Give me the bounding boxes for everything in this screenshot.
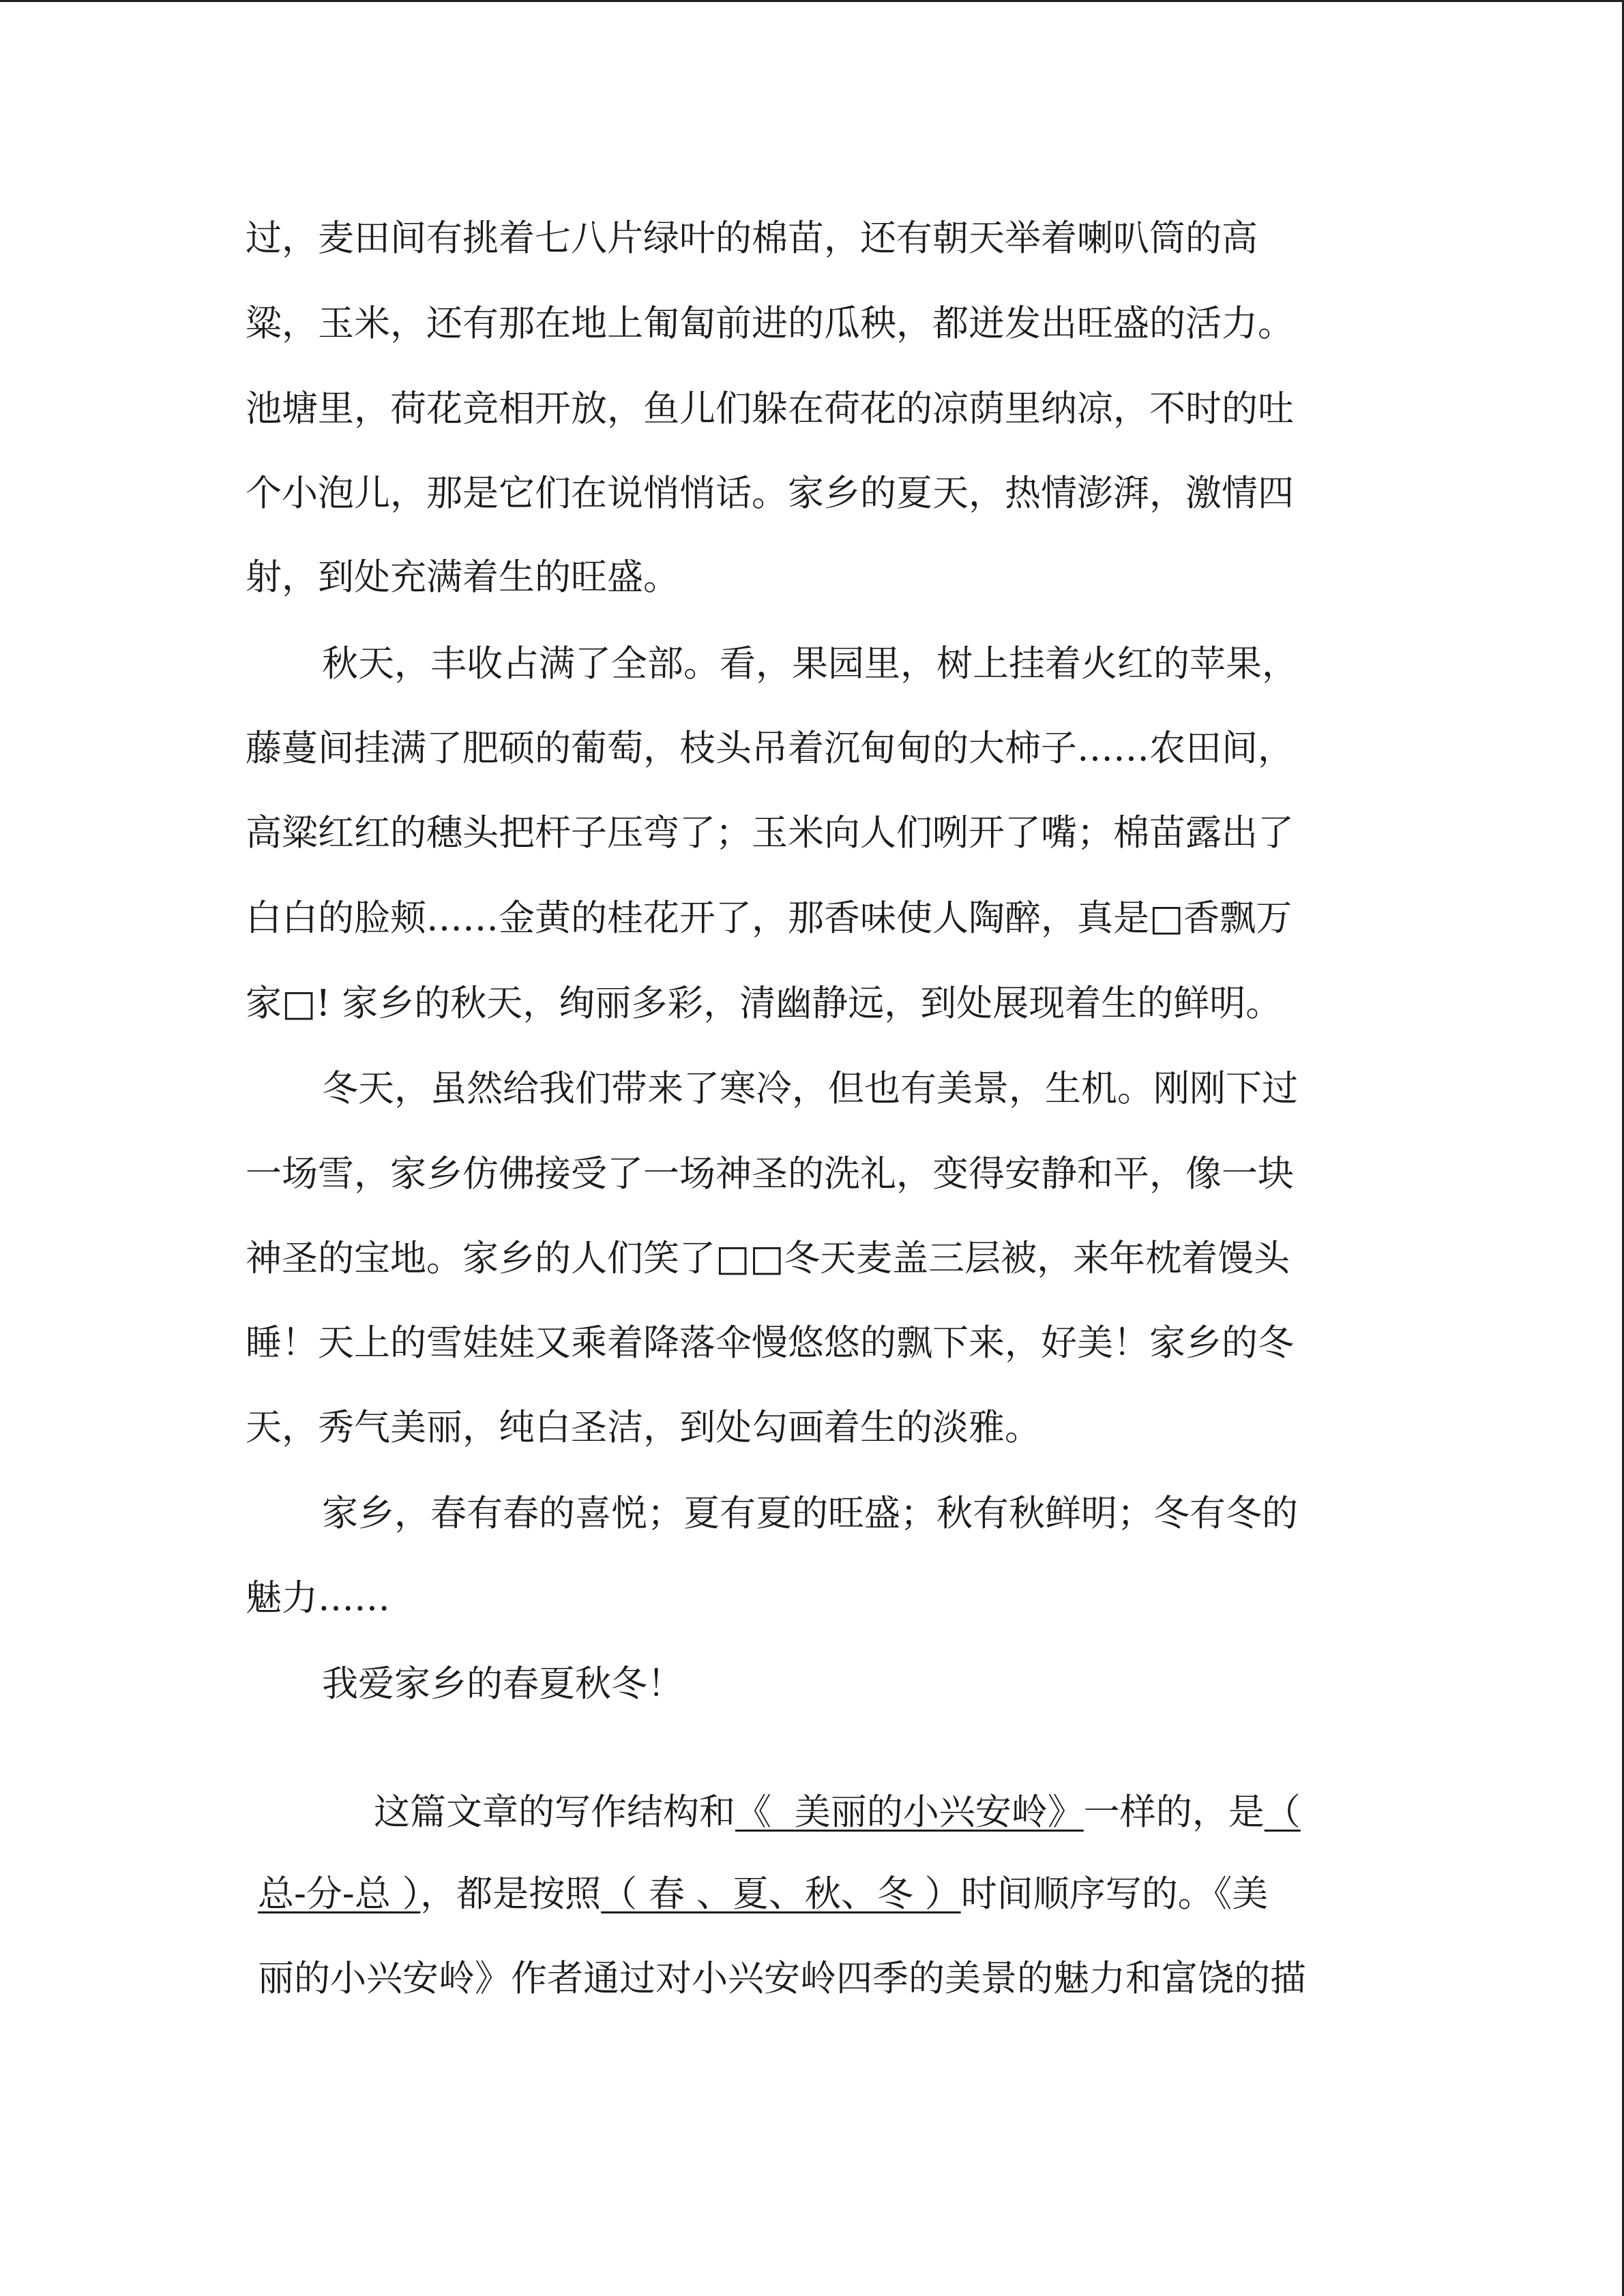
answer-text: 这篇文章的写作结构和 xyxy=(374,1791,735,1833)
answer-line-3: 丽的小兴安岭》作者通过对小兴安岭四季的美景的魅力和富饶的描 xyxy=(258,1958,1306,1999)
page-top-border xyxy=(0,0,1624,2)
essay-line: 白白的脸颊……金黄的桂花开了，那香味使人陶醉，真是□香飘万 xyxy=(246,897,1293,939)
essay-line: 天，秀气美丽，纯白圣洁，到处勾画着生的淡雅。 xyxy=(246,1407,1041,1448)
essay-line: 高粱红红的穗头把杆子压弯了；玉米向人们咧开了嘴；棉苗露出了 xyxy=(246,812,1294,854)
answer-line-2 xyxy=(258,1874,1268,1915)
essay-line: 家□! 家乡的秋天，绚丽多彩，清幽静远，到处展现着生的鲜明。 xyxy=(246,983,1282,1024)
essay-line: 射，到处充满着生的旺盛。 xyxy=(246,556,679,598)
essay-line: 魅力…… xyxy=(246,1577,390,1619)
essay-line: 池塘里，荷花竞相开放，鱼儿们躲在荷花的凉荫里纳凉，不时的吐 xyxy=(246,388,1294,430)
paragraph-summary-start: 家乡，春有春的喜悦；夏有夏的旺盛；秋有秋鲜明；冬有冬的 xyxy=(322,1493,1298,1534)
paragraph-winter-start: 冬天，虽然给我们带来了寒冷，但也有美景，生机。刚刚下过 xyxy=(322,1068,1298,1109)
essay-line: 神圣的宝地。家乡的人们笑了□□冬天麦盖三层被，来年枕着馒头 xyxy=(246,1238,1290,1279)
answer-text: 时间顺序写的。《美 xyxy=(960,1873,1269,1915)
essay-line: 过，麦田间有挑着七八片绿叶的棉苗，还有朝天举着喇叭筒的高 xyxy=(246,218,1258,259)
answer-line-1 xyxy=(374,1792,1301,1833)
essay-line: 个小泡儿，那是它们在说悄悄话。家乡的夏天，热情澎湃，激情四 xyxy=(246,473,1294,514)
essay-line: 藤蔓间挂满了肥硕的葡萄，枝头吊着沉甸甸的大柿子……农田间， xyxy=(246,728,1294,769)
essay-line: 粱，玉米，还有那在地上匍匐前进的瓜秧，都迸发出旺盛的活力。 xyxy=(246,303,1294,344)
filled-blank-structure: 总-分-总 ） xyxy=(258,1873,421,1915)
filled-blank-order: （ 春 、夏、秋、冬 ） xyxy=(601,1873,961,1915)
answer-text: 一样的，是 xyxy=(1083,1791,1265,1833)
closing-sentence: 我爱家乡的春夏秋冬！ xyxy=(322,1663,683,1705)
paragraph-autumn-start: 秋天，丰收占满了全部。看，果园里，树上挂着火红的苹果， xyxy=(322,643,1298,685)
filled-blank-title: 《 美丽的小兴安岭》 xyxy=(735,1791,1084,1833)
answer-text: ，都是按照 xyxy=(420,1873,602,1915)
essay-line: 睡！天上的雪娃娃又乘着降落伞慢悠悠的飘下来，好美！家乡的冬 xyxy=(246,1322,1294,1364)
essay-line: 一场雪，家乡仿佛接受了一场神圣的洗礼，变得安静和平，像一块 xyxy=(246,1153,1294,1195)
filled-blank-structure-open: （ xyxy=(1264,1791,1301,1833)
